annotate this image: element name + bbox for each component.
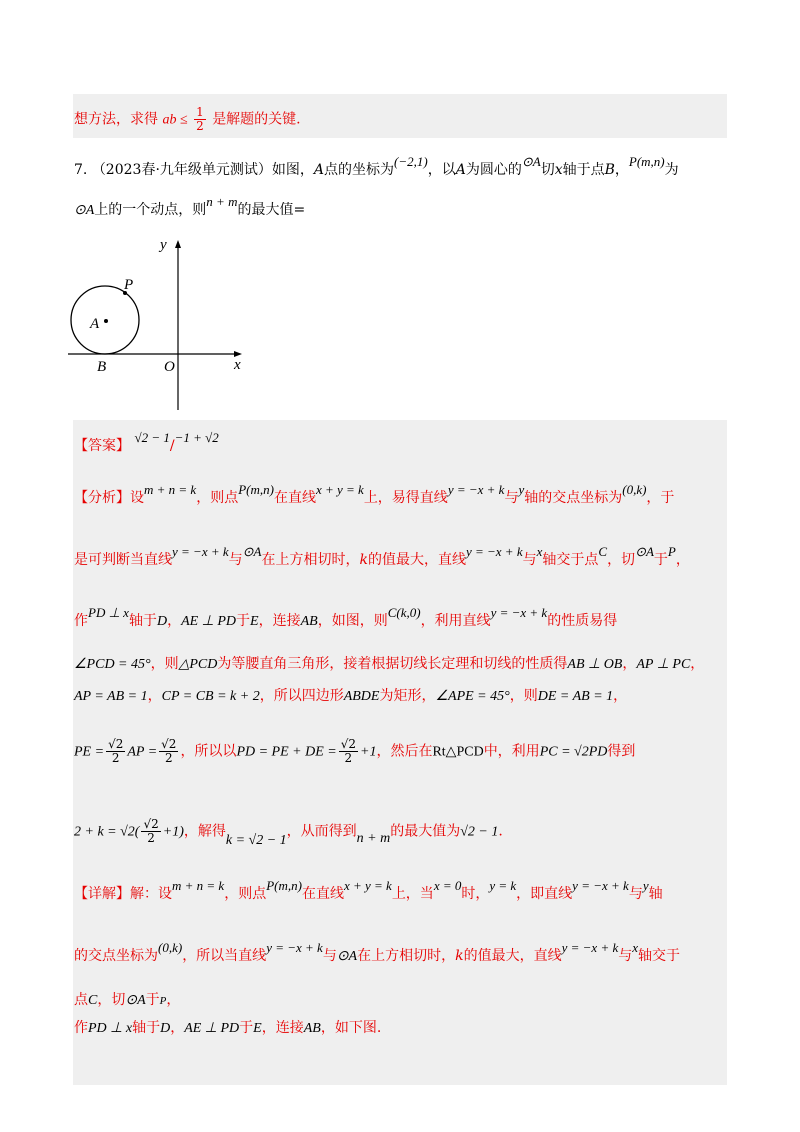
question-line2-expr: n + m — [206, 194, 238, 209]
detail-math: x = 0 — [433, 878, 462, 893]
analysis-text: 的最大值为 — [390, 823, 461, 840]
frac-den: 2 — [164, 751, 173, 765]
top-text-after: 是解题的关键. — [212, 111, 301, 128]
analysis-fraction — [159, 738, 178, 765]
top-frac-den: 2 — [196, 119, 204, 133]
detail-text: ， — [170, 1020, 185, 1036]
analysis-math: Rt△PCD — [432, 744, 484, 760]
detail-line-4 — [74, 1018, 381, 1039]
detail-text: 轴交于 — [638, 948, 681, 964]
question-line-1 — [74, 154, 679, 180]
analysis-math: ⊙A — [242, 544, 262, 559]
analysis-text: 得到 — [607, 743, 636, 760]
question-circle-a: ⊙A — [521, 154, 541, 169]
analysis-line-4 — [74, 654, 704, 675]
frac-num: √2 — [143, 817, 159, 831]
analysis-line-6 — [74, 738, 635, 765]
analysis-text: ， — [690, 656, 705, 672]
detail-math: (0,k) — [158, 940, 183, 955]
analysis-text: 为矩形， — [379, 688, 436, 704]
top-line — [74, 106, 301, 133]
answer-value-2: −1 + √2 — [174, 430, 219, 445]
frac-den: 2 — [111, 751, 120, 765]
detail-text: ，切 — [97, 992, 126, 1008]
detail-text: ，如下图. — [320, 1020, 382, 1036]
analysis-text: ，如图，则 — [317, 613, 388, 629]
analysis-text: ， — [167, 613, 182, 629]
analysis-math: y = −x + k — [465, 544, 523, 559]
detail-math: P(m,n) — [266, 878, 302, 893]
detail-math: AB — [303, 1021, 321, 1036]
analysis-fraction — [141, 818, 160, 845]
label-b: B — [97, 359, 107, 375]
analysis-math: AP = AB = 1 — [74, 689, 148, 704]
detail-text: 与 — [618, 948, 633, 964]
analysis-math: AE ⊥ PD — [181, 614, 237, 629]
analysis-text: 在上方相切时， — [261, 552, 360, 568]
analysis-math: CP = CB = k + 2 — [161, 689, 260, 704]
top-fraction — [194, 106, 206, 133]
analysis-math: AP ⊥ PC — [636, 657, 691, 672]
detail-math: ⊙A — [125, 993, 146, 1008]
frac-den: 2 — [344, 751, 353, 765]
question-source: （2023春·九年级单元测试）如图， — [91, 162, 314, 178]
top-frac-num: 1 — [196, 105, 204, 119]
frac-num: √2 — [108, 737, 124, 751]
frac-den: 2 — [147, 831, 155, 845]
analysis-text: 轴交于点 — [542, 552, 599, 568]
question-line2-circle: ⊙A — [74, 203, 95, 218]
detail-text: ， — [166, 992, 181, 1008]
analysis-text: ，则 — [509, 688, 538, 704]
analysis-text: 轴于 — [128, 613, 157, 629]
analysis-text: ，所以以 — [180, 743, 237, 760]
analysis-text: 与 — [504, 490, 519, 506]
question-b-label: B — [604, 162, 615, 178]
detail-text: 点 — [74, 992, 88, 1008]
analysis-text: ，所以四边形 — [259, 688, 344, 704]
analysis-math: √2 − 1 — [460, 824, 499, 840]
analysis-text: ，切 — [607, 552, 636, 568]
label-x: x — [234, 357, 241, 373]
analysis-math: △PCD — [178, 657, 218, 672]
frac-num: √2 — [340, 737, 356, 751]
analysis-text: ，利用直线 — [420, 613, 491, 629]
analysis-math: AB ⊥ OB — [567, 657, 623, 672]
detail-math: D — [160, 1021, 171, 1036]
analysis-math: PC = √2PD — [539, 744, 608, 760]
detail-math: y = −x + k — [266, 940, 323, 955]
analysis-math: +1 — [360, 744, 377, 760]
detail-text: 上，当 — [391, 886, 434, 902]
analysis-text: ， — [147, 688, 162, 704]
analysis-line-5 — [74, 686, 627, 707]
analysis-text: 中，利用 — [483, 743, 540, 760]
analysis-text: . — [498, 823, 503, 840]
detail-text: 时， — [461, 886, 490, 902]
label-p: P — [124, 277, 134, 293]
analysis-line-2 — [74, 544, 690, 570]
question-text-5: 轴于点 — [562, 162, 605, 178]
analysis-text: 于 — [236, 613, 251, 629]
analysis-math: k — [359, 552, 368, 568]
y-axis-arrow — [175, 240, 181, 248]
question-text-4: 切 — [540, 162, 555, 178]
analysis-text: 的值最大，直线 — [367, 552, 466, 568]
detail-math: m + n = k — [172, 878, 225, 893]
label-o: O — [164, 359, 175, 375]
analysis-text: ，解得 — [183, 823, 226, 840]
detail-text: 与 — [628, 886, 643, 902]
detail-math: P — [159, 995, 167, 1007]
label-y: y — [160, 237, 167, 253]
detail-math: y = −x + k — [572, 878, 629, 893]
analysis-math: y = −x + k — [447, 482, 505, 497]
analysis-math: AB — [300, 614, 318, 629]
detail-text: 与 — [322, 948, 337, 964]
analysis-math: DE = AB = 1 — [537, 689, 614, 704]
detail-line-2 — [74, 940, 681, 967]
analysis-math: AP = — [127, 744, 158, 760]
detail-text: 于 — [239, 1020, 254, 1036]
analysis-fraction — [339, 738, 358, 765]
question-text-6: ， — [614, 162, 629, 178]
analysis-text: 于 — [653, 552, 668, 568]
point-a — [104, 319, 108, 323]
analysis-math: x + y = k — [315, 482, 364, 497]
answer-tag: 【答案】 — [74, 438, 130, 454]
analysis-math: ∠APE = 45° — [435, 689, 510, 704]
top-math-ab: ab ≤ — [162, 112, 188, 128]
analysis-math: y = −x + k — [490, 605, 548, 620]
analysis-tag: 【分析】 — [74, 490, 130, 506]
question-number: 7. — [74, 162, 88, 178]
analysis-text: ，则 — [150, 656, 179, 672]
detail-text: 解：设 — [130, 886, 172, 902]
analysis-line-1 — [74, 482, 675, 508]
analysis-line-3 — [74, 605, 618, 632]
analysis-text: ，从而得到 — [286, 823, 357, 840]
analysis-text: 与 — [522, 552, 537, 568]
detail-math: x — [632, 940, 639, 955]
analysis-text: 为等腰直角三角形，接着根据切线长定理和切线的性质得 — [217, 656, 568, 672]
analysis-math: 2 + k = √2( — [74, 824, 140, 840]
analysis-text: 的性质易得 — [547, 613, 618, 629]
detail-math: C — [88, 993, 98, 1008]
analysis-text: ， — [675, 552, 690, 568]
detail-math: x + y = k — [343, 878, 392, 893]
question-line-2 — [74, 194, 306, 221]
detail-math: y = k — [489, 878, 517, 893]
analysis-math: PD = PE + DE = — [236, 744, 337, 760]
detail-text: ，所以当直线 — [182, 948, 267, 964]
question-p-coord: P(m,n) — [628, 154, 665, 169]
analysis-math: (0,k) — [622, 482, 647, 497]
geometry-figure — [60, 232, 260, 417]
detail-line-1 — [74, 878, 663, 904]
frac-num: √2 — [161, 737, 177, 751]
detail-text: ，即直线 — [516, 886, 573, 902]
analysis-math: PD ⊥ x — [88, 605, 129, 620]
analysis-math: C(k,0) — [387, 605, 421, 620]
detail-text: 作 — [74, 1020, 88, 1036]
analysis-text: 作 — [74, 613, 88, 629]
detail-math: E — [253, 1021, 262, 1036]
analysis-text: 在直线 — [273, 490, 316, 506]
detail-line-3 — [74, 990, 180, 1011]
detail-text: 轴 — [648, 886, 663, 902]
analysis-math: E — [250, 614, 259, 629]
analysis-math: n + m — [356, 830, 391, 846]
detail-tag: 【详解】 — [74, 886, 130, 902]
detail-text: 在直线 — [301, 886, 344, 902]
detail-math: y = −x + k — [561, 940, 619, 955]
answer-separator: / — [169, 438, 175, 454]
analysis-math: P(m,n) — [238, 482, 274, 497]
detail-text: 在上方相切时， — [357, 948, 456, 964]
detail-math: AE ⊥ PD — [184, 1021, 240, 1036]
analysis-text: 上，易得直线 — [363, 490, 448, 506]
question-text-7: 为 — [664, 162, 679, 178]
detail-math: k — [455, 948, 464, 964]
analysis-math: ⊙A — [635, 544, 654, 559]
detail-math: PD ⊥ x — [88, 1021, 133, 1036]
question-text-3: 为圆心的 — [465, 162, 522, 178]
question-a-label-2: A — [455, 162, 466, 178]
analysis-math: P — [667, 544, 676, 559]
analysis-text: ，则点 — [196, 490, 239, 506]
analysis-text: 轴的交点坐标为 — [524, 490, 623, 506]
analysis-math: k = √2 − 1 — [225, 832, 287, 848]
question-coord-a: (−2,1) — [394, 154, 428, 169]
analysis-text: ，连接 — [258, 613, 301, 629]
question-text-2: ，以 — [427, 162, 456, 178]
answer-line — [74, 430, 219, 456]
detail-math: y — [642, 878, 649, 893]
analysis-line-7 — [74, 817, 503, 848]
top-text-before: 想方法，求得 — [74, 111, 158, 128]
question-a-label: A — [313, 162, 325, 178]
analysis-math: y = −x + k — [172, 544, 229, 559]
detail-text: 于 — [145, 992, 160, 1008]
detail-math: ⊙A — [336, 949, 358, 964]
analysis-text: 设 — [130, 490, 144, 506]
analysis-math: x — [536, 544, 543, 559]
analysis-math: y — [518, 482, 525, 497]
question-line2-text: 上的一个动点，则 — [94, 202, 207, 218]
detail-text: 轴于 — [132, 1020, 161, 1036]
analysis-text: ， — [613, 688, 628, 704]
analysis-fraction — [106, 738, 125, 765]
detail-text: 的交点坐标为 — [74, 948, 158, 964]
analysis-math: ABDE — [343, 689, 380, 704]
analysis-math: ∠PCD = 45° — [74, 657, 151, 672]
analysis-text: 是可判断当直线 — [74, 552, 172, 568]
analysis-text: ，然后在 — [376, 743, 433, 760]
question-text-1: 点的坐标为 — [324, 162, 395, 178]
analysis-math: C — [598, 544, 608, 559]
question-x-axis: x — [554, 162, 563, 178]
analysis-math: D — [156, 614, 168, 629]
analysis-text: 与 — [228, 552, 243, 568]
question-line2-end: 的最大值= — [237, 202, 306, 218]
analysis-math: +1) — [162, 824, 184, 840]
analysis-math: PE = — [74, 744, 105, 760]
answer-value-1: √2 − 1 — [134, 430, 170, 445]
detail-text: ，连接 — [261, 1020, 304, 1036]
detail-text: 的值最大，直线 — [463, 948, 562, 964]
analysis-text: ，于 — [646, 490, 675, 506]
label-a: A — [90, 316, 100, 332]
analysis-math: m + n = k — [144, 482, 197, 497]
analysis-text: ， — [622, 656, 637, 672]
detail-text: ，则点 — [224, 886, 267, 902]
